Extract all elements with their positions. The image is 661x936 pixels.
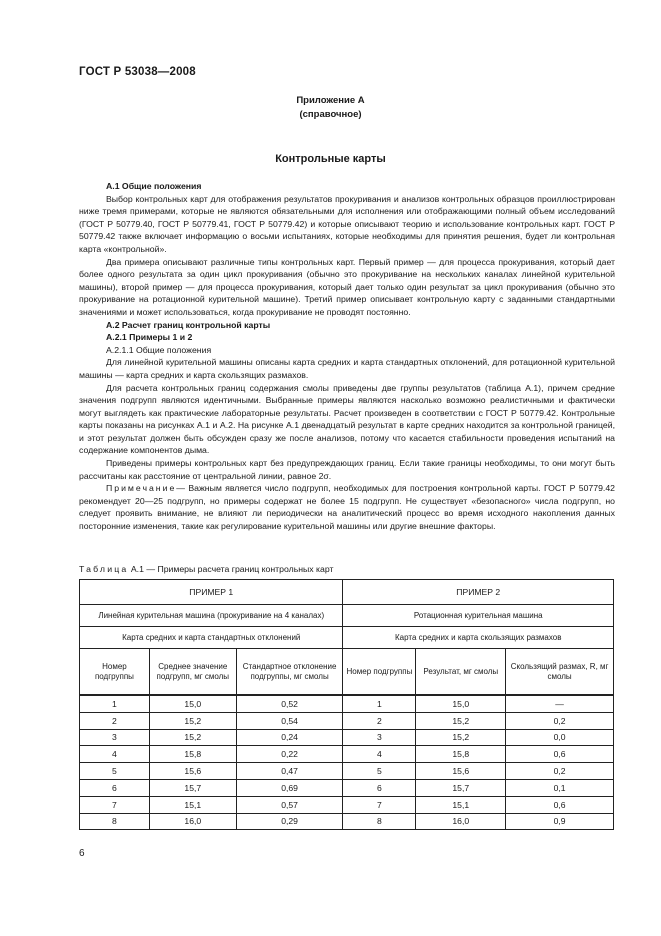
appendix-subtitle: (справочное): [299, 109, 362, 120]
table-cell: 3: [343, 729, 416, 746]
table-cell: 5: [343, 763, 416, 780]
paragraph: Приведены примеры контрольных карт без предупреждающих границ. Если такие границы необходимы, то они могут быть рассчитаны как расстояние от центральной линии, равное 2σ.: [79, 458, 615, 481]
paragraph: Выбор контрольных карт для отображения результатов прокуривания и анализов контрольных образцов проиллюстрирован ниже тремя примерами, которые не являются обязательными для исполнения или отображающими полный объем исследований (ГОСТ Р 50779.40, ГОСТ Р 50779.41, ГОСТ Р 50779.42) и которые описывают теорию и использование контрольных карт. ГОСТ Р 50779.42 также включает информацию о восьми испытаниях, которые необходимы для принятия решения, будет ли контрольная карта «контрольной».: [79, 193, 615, 254]
table-cell: 0,0: [506, 729, 614, 746]
table-cell: 6: [80, 779, 150, 796]
note-label: Примечание: [106, 483, 177, 494]
table-cell: 0,6: [506, 796, 614, 813]
table-cell: 16,0: [416, 813, 506, 830]
table-cell: 2: [80, 712, 150, 729]
results-table: [79, 579, 614, 830]
machine1-cell: Линейная курительная машина (прокуривание на 4 каналах): [80, 605, 343, 627]
column-header: Номер подгруппы: [80, 649, 150, 696]
table-cell: 15,8: [416, 746, 506, 763]
table-cell: 15,2: [416, 712, 506, 729]
column-header: Результат, мг смолы: [416, 649, 506, 696]
table-caption-label: Таблица: [79, 564, 129, 574]
body-text: [79, 180, 615, 533]
table-cell: 6: [343, 779, 416, 796]
table-cell: 15,0: [416, 695, 506, 712]
table-cell: 3: [80, 729, 150, 746]
table-cell: 15,0: [149, 695, 236, 712]
table-cell: 7: [80, 796, 150, 813]
table-cell: 15,7: [149, 779, 236, 796]
machine2-cell: Ротационная курительная машина: [343, 605, 614, 627]
table-caption: [79, 564, 333, 574]
table-cell: 0,47: [236, 763, 343, 780]
table-cell: 0,2: [506, 763, 614, 780]
table-cell: 15,2: [416, 729, 506, 746]
table-row: [80, 695, 614, 712]
paragraph: Два примера описывают различные типы контрольных карт. Первый пример — для процесса прокуривания, который дает более одного результата за один цикл прокуривания (обычно это прокуривание на нескольких каналах линейной курительной машины), второй пример — для процесса прокуривания, который дает только один результат за цикл прокуривания (обычно это прокуривание на ротационной курительной машине). Третий пример описывает контрольную карту с заданными стандартными значениями и может использоваться, когда прокуривание не проводят постоянно.: [79, 256, 615, 317]
table-cell: 15,1: [149, 796, 236, 813]
section-a21-heading: А.2.1 Примеры 1 и 2: [106, 332, 193, 343]
paragraph: Для линейной курительной машины описаны карта средних и карта стандартных отклонений, для ротационной курительной машины — карта средних и карта скользящих размахов.: [79, 357, 615, 380]
table-row: [80, 746, 614, 763]
note: [79, 482, 615, 532]
table-row: [80, 729, 614, 746]
example2-header: ПРИМЕР 2: [343, 580, 614, 605]
column-header: Скользящий размах, R, мг смолы: [506, 649, 614, 696]
table-cell: 0,9: [506, 813, 614, 830]
table-cell: 0,2: [506, 712, 614, 729]
table-cell: 0,24: [236, 729, 343, 746]
table-row: [80, 813, 614, 830]
table-cell: —: [506, 695, 614, 712]
table-cell: 0,69: [236, 779, 343, 796]
table-cell: 15,2: [149, 729, 236, 746]
table-cell: 0,29: [236, 813, 343, 830]
table-cell: 4: [343, 746, 416, 763]
appendix-title: Приложение А: [296, 95, 365, 106]
table-cell: 15,8: [149, 746, 236, 763]
section-a1-heading: А.1 Общие положения: [106, 181, 202, 191]
table-cell: 15,7: [416, 779, 506, 796]
column-header: Среднее значение подгрупп, мг смолы: [149, 649, 236, 696]
note-text: — Важным является число подгрупп, необходимых для построения контрольной карты. ГОСТ Р 50779.42 рекомендует 20—25 подгрупп, но примеры содержат не более 15 подгрупп. Не существует «безопасного» числа подгрупп, но следует проявить внимание, не влияют ли периодически на аналитический процесс во время исходного накопления данных посторонние изменения, такие как регулирование курительной машины или другие внешние факторы.: [79, 483, 615, 532]
section-a211-heading: А.2.1.1 Общие положения: [106, 344, 212, 355]
table-cell: 0,6: [506, 746, 614, 763]
table-cell: 0,57: [236, 796, 343, 813]
column-header: Номер подгруппы: [343, 649, 416, 696]
page-number: 6: [79, 848, 85, 859]
main-title: Контрольные карты: [275, 153, 386, 165]
table-row: [80, 712, 614, 729]
example1-header: ПРИМЕР 1: [80, 580, 343, 605]
table-cell: 7: [343, 796, 416, 813]
table-cell: 0,54: [236, 712, 343, 729]
table-row: [80, 779, 614, 796]
table-cell: 1: [80, 695, 150, 712]
table-cell: 8: [80, 813, 150, 830]
table-cell: 2: [343, 712, 416, 729]
table-cell: 0,52: [236, 695, 343, 712]
table-cell: 15,6: [149, 763, 236, 780]
charts2-cell: Карта средних и карта скользящих размахов: [343, 627, 614, 649]
document-code: ГОСТ Р 53038—2008: [79, 66, 196, 78]
table-cell: 15,2: [149, 712, 236, 729]
table-row: [80, 796, 614, 813]
table-cell: 0,1: [506, 779, 614, 796]
table-cell: 8: [343, 813, 416, 830]
table-cell: 5: [80, 763, 150, 780]
table-caption-text: А.1 — Примеры расчета границ контрольных карт: [130, 564, 334, 574]
table-cell: 4: [80, 746, 150, 763]
table-body: [80, 695, 614, 830]
table-cell: 16,0: [149, 813, 236, 830]
column-header: Стандартное отклонение подгруппы, мг смолы: [236, 649, 343, 696]
table-row: [80, 763, 614, 780]
table-cell: 15,1: [416, 796, 506, 813]
section-a2-heading: А.2 Расчет границ контрольной карты: [106, 319, 271, 330]
table-cell: 1: [343, 695, 416, 712]
paragraph: Для расчета контрольных границ содержания смолы приведены две группы результатов (таблица А.1), причем средние значения подгрупп являются идентичными. Выбранные примеры являются насколько возможно реалистичными и фактически могут выглядеть как практические лабораторные результаты. Расчет произведен в соответствии с ГОСТ Р 50779.42. Контрольные карты показаны на рисунках А.1 и А.2. На рисунке А.1 двенадцатый результат в карте средних находится за контрольной границей, и этот результат должен быть обсужден сразу же после анализов, потому что касается стабильности проведения испытаний на содержание компонентов дыма.: [79, 382, 615, 456]
table-cell: 15,6: [416, 763, 506, 780]
table-cell: 0,22: [236, 746, 343, 763]
charts1-cell: Карта средних и карта стандартных отклонений: [80, 627, 343, 649]
